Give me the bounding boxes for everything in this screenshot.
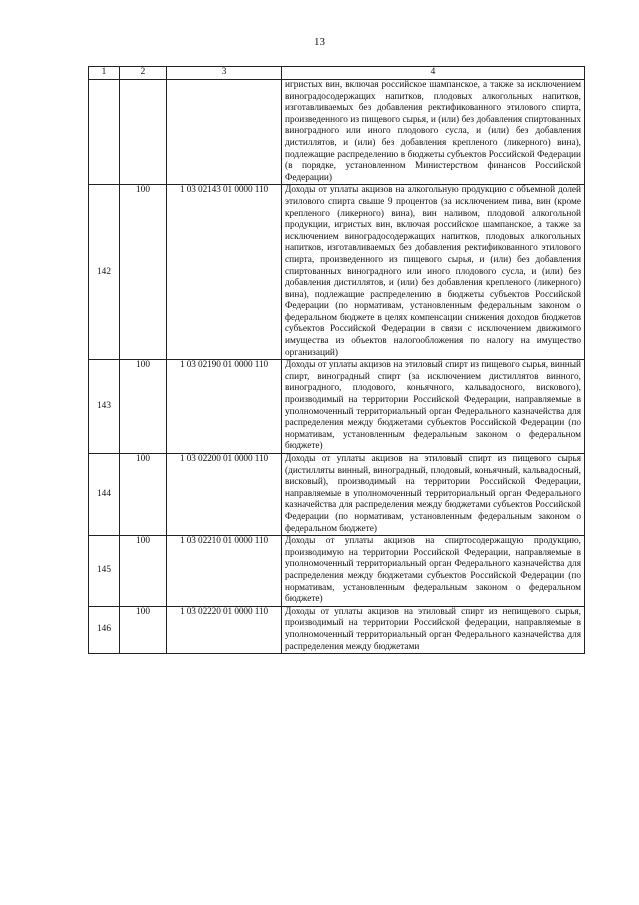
revenue-description: Доходы от уплаты акцизов на этиловый спирт из непищевого сырья, производимый на территории Российской федерации, направляемые в уполномоченный территориальный орган Федерального казначейства для распределения между бюджетами [282, 606, 585, 653]
revenue-description: Доходы от уплаты акцизов на этиловый спирт из пищевого сырья (дистилляты винный, виноградный, плодовый, коньячный, кальвадосный, висковый), производимый на территории Российской Федерации, направляемые в уполномоченный территориальный орган Федерального казначейства для распределения между бюджетами субъектов Российской Федерации (по нормативам, установленным федеральным законом о федеральном бюджете) [282, 454, 585, 536]
admin-code [120, 80, 167, 185]
admin-code: 100 [120, 606, 167, 653]
header-col-1: 1 [89, 67, 120, 80]
row-number [89, 80, 120, 185]
revenue-description: Доходы от уплаты акцизов на алкогольную продукцию с объемной долей этилового спирта свыше 9 процентов (за исключением пива, вин (кроме крепленого (ликерного) вина), вин наливом, плодовой алкогольной продукции, игристых вин, включая российское шампанское, а также за исключением виноградосодержащих напитков, плодовых алкогольных напитков, изготавливаемых без добавления ректификованного этилового спирта, произведенного из пищевого сырья, и (или) без добавления спиртованных виноградного или иного плодового сусла, и (или) без добавления дистиллятов, и (или) без добавления крепленого (ликерного) вина), подлежащие распределению в бюджеты субъектов Российской Федерации (по нормативам, установленным федеральным законом о федеральном бюджете в целях компенсации снижения доходов бюджетов субъектов Российской Федерации в связи с исключением движимого имущества из объектов налогообложения по налогу на имущество организаций) [282, 185, 585, 360]
table-row [89, 606, 585, 653]
page-number: 13 [314, 36, 325, 48]
budget-classification-code: 1 03 02200 01 0000 110 [167, 454, 282, 536]
revenue-description: игристых вин, включая российское шампанское, а также за исключением виноградосодержащих напитков, плодовых алкогольных напитков, изготавливаемых без добавления ректификованного этилового спирта, произведенного из пищевого сырья, и (или) без добавления спиртованных виноградного или иного плодового сусла, и (или) без добавления дистиллятов, и (или) без добавления крепленого (ликерного) вина), подлежащие распределению в бюджеты субъектов Российской Федерации (в порядке, установленном Министерством финансов Российской Федерации) [282, 80, 585, 185]
table-row [89, 360, 585, 454]
revenue-description: Доходы от уплаты акцизов на этиловый спирт из пищевого сырья, винный спирт, виноградный спирт (за исключением дистиллятов винного, виноградного, плодового, коньячного, кальвадосного, вискового), производимый на территории Российской Федерации, направляемые в уполномоченный территориальный орган Федерального казначейства для распределения между бюджетами субъектов Российской Федерации (по нормативам, установленным федеральным законом о федеральном бюджете) [282, 360, 585, 454]
admin-code: 100 [120, 360, 167, 454]
header-col-3: 3 [167, 67, 282, 80]
admin-code: 100 [120, 185, 167, 360]
admin-code: 100 [120, 454, 167, 536]
row-number: 143 [89, 360, 120, 454]
budget-classification-code: 1 03 02190 01 0000 110 [167, 360, 282, 454]
table-row [89, 536, 585, 607]
table-row [89, 80, 585, 185]
row-number: 145 [89, 536, 120, 607]
row-number: 146 [89, 606, 120, 653]
header-col-4: 4 [282, 67, 585, 80]
row-number: 144 [89, 454, 120, 536]
budget-classification-code: 1 03 02210 01 0000 110 [167, 536, 282, 607]
table-header-row [89, 67, 585, 80]
admin-code: 100 [120, 536, 167, 607]
table-row [89, 185, 585, 360]
header-col-2: 2 [120, 67, 167, 80]
budget-classification-code: 1 03 02220 01 0000 110 [167, 606, 282, 653]
revenue-codes-table [88, 66, 585, 654]
budget-classification-code [167, 80, 282, 185]
table-row [89, 454, 585, 536]
row-number: 142 [89, 185, 120, 360]
budget-classification-code: 1 03 02143 01 0000 110 [167, 185, 282, 360]
revenue-description: Доходы от уплаты акцизов на спиртосодержащую продукцию, производимую на территории Российской Федерации, направляемые в уполномоченный территориальный орган Федерального казначейства для распределения между бюджетами субъектов Российской Федерации (по нормативам, установленным федеральным законом о федеральном бюджете) [282, 536, 585, 607]
